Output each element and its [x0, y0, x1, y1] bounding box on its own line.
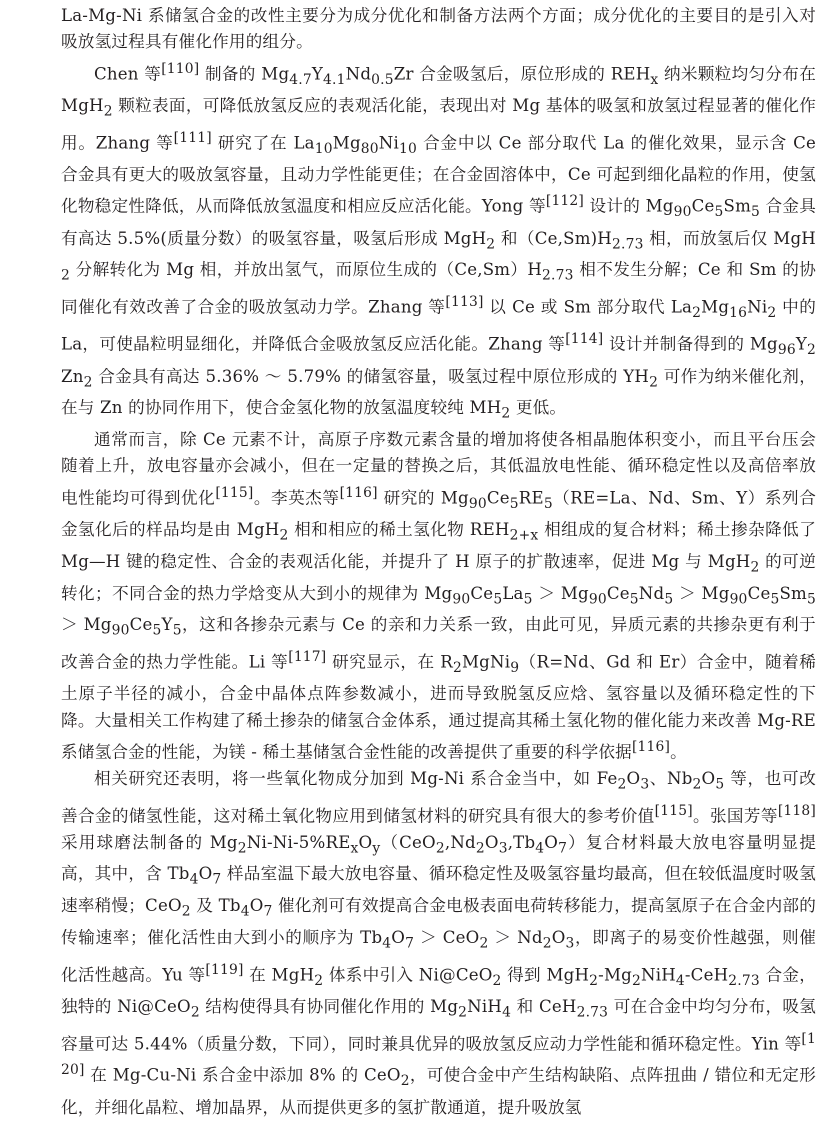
text-run: Y [311, 64, 324, 84]
subscript: 2 [181, 903, 191, 920]
subscript: x [350, 839, 359, 856]
subscript: 96 [777, 342, 796, 359]
subscript: 2.73 [611, 236, 644, 252]
text-run: （RE=La、Nd、Sm、Y）系列合金氢化后的样品均是由 MgH [61, 488, 816, 540]
subscript: 10 [314, 140, 333, 157]
text-run: O [358, 832, 373, 852]
subscript: 2 [542, 935, 552, 952]
text-run: ,Nd [444, 832, 476, 852]
subscript: 2 [492, 972, 502, 989]
text-run: 催化剂可有效提高合金电极表面电荷转移能力，提高氢原子在合金内部的传输速率；催化活性由大到小的顺序为 Tb [61, 896, 817, 947]
text-run: 和（Ce,Sm)H [495, 228, 612, 248]
text-run: 。 [670, 742, 687, 762]
text-run: 相关研究还表明，将一些氧化物成分加到 Mg-Ni 系合金当中，如 Fe [94, 769, 618, 788]
subscript: 0.5 [371, 71, 394, 88]
subscript: 2 [750, 559, 760, 576]
citation-ref: [110] [161, 60, 200, 77]
citation-ref: [115] [215, 484, 254, 501]
text-run: ＞ Mg [532, 583, 589, 603]
subscript: 7 [558, 839, 568, 856]
citation-ref: [112] [545, 193, 585, 210]
subscript: 4 [382, 935, 392, 952]
text-run: ,Tb [507, 832, 536, 852]
subscript: 2.73 [728, 972, 760, 989]
subscript: 3 [640, 776, 650, 793]
subscript: 10 [399, 140, 418, 157]
text-run: MgNi [461, 652, 511, 672]
text-run: O [544, 832, 559, 852]
text-run: ，这和各掺杂元素与 Ce 的亲和力关系一致，由此可见，异质元素的共掺杂更有利于改善合金的热力学性能。Li 等 [61, 615, 816, 672]
citation-ref: [117] [288, 649, 327, 665]
subscript: 90 [452, 590, 471, 607]
citation-ref: [113] [445, 294, 484, 311]
document-body [61, 3, 816, 1121]
subscript: 5 [715, 776, 725, 793]
text-run: 可在合金中均匀分布，吸氢容量可达 5.44%（质量分数，下同），同时兼具优异的吸放氢反应动力学性能和循环稳定性。Yin 等 [61, 996, 816, 1054]
text-run: ＞ Mg [61, 615, 112, 635]
subscript: 5 [629, 590, 639, 607]
text-run: 等，也可改善合金的储氢性能，这对稀土氧化物应用到储氢材料的研究具有很大的参考价值 [61, 769, 816, 826]
subscript: 5 [751, 204, 761, 221]
subscript: 5 [152, 622, 162, 639]
subscript: 4 [502, 1004, 512, 1021]
text-run: Ni-Ni-5%RE [246, 832, 351, 852]
text-run: 体系中引入 Ni@CeO [323, 965, 493, 985]
text-run: （CeO [380, 832, 436, 852]
text-run: 分解转化为 Mg 相，并放出氢气，而原位生成的（Ce,Sm）H [70, 260, 543, 280]
citation-ref: [119] [205, 961, 244, 978]
subscript: 2 [617, 776, 627, 793]
subscript: 2.73 [576, 1004, 609, 1021]
subscript: 2 [479, 935, 489, 952]
citation-ref: [114] [565, 331, 604, 348]
text-run: Ce [470, 583, 494, 603]
text-run: 研究了在 La [211, 133, 315, 153]
text-run: 、Nb [649, 769, 693, 788]
text-run: Chen 等 [94, 64, 162, 84]
text-run: 制备的 Mg [199, 64, 290, 84]
text-run: NiH [467, 996, 503, 1016]
text-run: 的可逆转化；不同合金的热力学焓变从大到小的规律为 Mg [61, 551, 816, 603]
subscript: 2+x [509, 527, 539, 544]
subscript: 5 [807, 590, 816, 607]
citation-ref: [115] [654, 802, 693, 819]
subscript: 2 [475, 839, 485, 856]
text-run: 样品室温下最大放电容量、循环稳定性及吸氢容量均最高，但在较低温度时吸氢速率稍慢；CeO [61, 864, 816, 916]
citation-ref: [111] [173, 129, 212, 146]
text-run: ＞ Nd [488, 927, 543, 947]
subscript: 2 [237, 839, 247, 856]
text-run: ＞ CeO [414, 927, 480, 947]
subscript: 5 [714, 204, 724, 221]
subscript: 5 [543, 495, 553, 512]
subscript: 9 [510, 659, 520, 676]
text-run: Ce [747, 583, 771, 603]
subscript: 2 [279, 527, 289, 544]
text-run: 设计的 Mg [584, 196, 674, 216]
subscript: 4.7 [289, 71, 312, 88]
subscript: 2 [452, 659, 462, 676]
subscript: 2 [486, 236, 496, 252]
text-run: 研究的 Mg [377, 488, 469, 508]
text-run: ＞ Mg [673, 583, 730, 603]
subscript: 5 [172, 622, 182, 639]
text-run: Zn [61, 366, 84, 386]
text-run: Ce [129, 615, 153, 635]
text-run: 在 MgH [243, 965, 315, 985]
subscript: 4.1 [323, 71, 346, 88]
subscript: 2.73 [542, 267, 574, 284]
text-run: 及 Tb [190, 896, 241, 916]
text-run: 合金具有高达 5.5%(质量分数）的吸氢容量，吸氢后形成 MgH [61, 196, 817, 248]
text-run: Ce [691, 196, 715, 216]
text-run: 相不发生分解；Ce 和 Sm 的协同催化有效改善了合金的吸放氢动力学。Zhang 等 [61, 260, 816, 317]
paragraph [61, 3, 816, 56]
subscript: 7 [263, 903, 273, 920]
text-run: ，可使合金中产生结构缺陷、点阵扭曲 / 错位和无定形化，并细化晶粒、增加晶界，从而提供更多的氢扩散通道，提升吸放氢 [61, 1065, 816, 1117]
paragraph [61, 427, 816, 766]
subscript: 7 [212, 871, 222, 888]
text-run: La-Mg-Ni 系储氢合金的改性主要分为成分优化和制备方法两个方面；成分优化的主要目的是引入对吸放氢过程具有催化作用的组分。 [61, 6, 816, 52]
subscript: 2 [190, 1004, 200, 1021]
subscript: 2 [807, 342, 817, 359]
subscript: 2 [400, 1073, 410, 1090]
subscript: 3 [565, 935, 575, 952]
subscript: 5 [493, 590, 503, 607]
text-run: 可作为纳米催化剂，在与 Zn 的协同作用下，使合金氢化物的放氢温度较纯 MH [61, 366, 817, 418]
text-run: Ce [486, 488, 510, 508]
subscript: 90 [111, 622, 130, 639]
text-run: Ni [747, 297, 768, 317]
text-run: NiH [640, 965, 676, 985]
text-run: 通常而言，除 Ce 元素不计，高原子序数元素含量的增加将使各相晶胞体积变小，而且平台压会随着上升，放电容量亦会减小，但在一定量的替换之后，其低温放电性能、循环稳定性以及高倍率放电性能均可得到优化 [61, 430, 816, 508]
subscript: 2 [314, 972, 324, 989]
text-run: 得到 MgH [501, 965, 590, 985]
text-run: -Mg [598, 965, 632, 985]
subscript: 2 [767, 304, 777, 321]
subscript: 4 [675, 972, 685, 989]
text-run: 。李英杰等 [253, 488, 340, 508]
text-run: Nd [345, 64, 372, 84]
text-run: 和 CeH [511, 996, 577, 1016]
text-run: 设计并制备得到的 Mg [603, 334, 778, 354]
text-run: 采用球磨法制备的 Mg [61, 832, 238, 852]
subscript: 5 [523, 590, 533, 607]
text-run: 以 Ce 或 Sm 部分取代 La [483, 297, 693, 317]
subscript: x [650, 71, 659, 88]
text-run: O [198, 864, 213, 884]
text-run: 合金具有高达 5.36% ～ 5.79% 的储氢容量，吸氢过程中原位形成的 YH [92, 366, 650, 386]
subscript: 90 [673, 204, 692, 221]
text-run: 相组成的复合材料；稀土掺杂降低了 Mg—H 键的稳定性、合金的表观活化能，并提升了 H 原子的扩散速率，促进 Mg 与 MgH [61, 520, 816, 571]
subscript: 3 [498, 839, 508, 856]
subscript: 2 [631, 972, 641, 989]
text-run: O [626, 769, 641, 788]
subscript: 4 [240, 903, 250, 920]
text-run: 中的 La，可使晶粒明显细化，并降低合金吸放氢反应活化能。Zhang 等 [61, 297, 817, 354]
subscript: 2 [103, 103, 113, 120]
subscript: 2 [435, 839, 445, 856]
citation-ref: [116] [339, 484, 378, 501]
subscript: 5 [770, 590, 780, 607]
text-run: O [484, 832, 499, 852]
text-run: 研究显示，在 R [326, 652, 453, 672]
text-run: ，即离子的易变价性越强，则催化活性越高。Yu 等 [61, 927, 816, 985]
text-run: Y [161, 615, 173, 635]
text-run: Mg [332, 133, 361, 153]
text-run: Nd [638, 583, 665, 603]
text-run: O [391, 927, 406, 947]
citation-ref: [120] [61, 1030, 816, 1079]
text-run: ）复合材料最大放电容量明显提高，其中，含 Tb [61, 832, 817, 884]
text-run: 结构使得具有协同催化作用的 Mg [199, 996, 459, 1016]
subscript: 2 [589, 972, 599, 989]
text-run: Ni [378, 133, 400, 153]
subscript: 2 [692, 776, 702, 793]
citation-ref: [116] [631, 739, 671, 756]
text-run: 合金中以 Ce 部分取代 La 的催化效果，显示含 Ce 合金具有更大的吸放氢容量，且动力学性能更佳；在合金固溶体中，Ce 可起到细化晶粒的作用，使氢化物稳定性降低，从而降低放氢温度和相应反应活化能。Yong 等 [61, 133, 816, 216]
text-run: Y [795, 334, 808, 354]
text-run: Sm [723, 196, 752, 216]
subscript: 16 [729, 304, 748, 321]
citation-ref: [118] [777, 802, 817, 819]
subscript: 80 [360, 140, 379, 157]
text-run: -CeH [684, 965, 729, 985]
subscript: 2 [692, 304, 702, 321]
subscript: 5 [664, 590, 674, 607]
text-run: Zr 合金吸氢后，原位形成的 REH [393, 64, 651, 84]
subscript: y [372, 839, 381, 856]
text-run: 颗粒表面，可降低放氢反应的表观活化能，表现出对 Mg 基体的吸氢和放氢过程显著的催化作用。Zhang 等 [61, 96, 816, 153]
subscript: 2 [458, 1004, 468, 1021]
text-run: 纳米颗粒均匀分布在 MgH [61, 64, 816, 116]
subscript: 4 [189, 871, 199, 888]
paragraph [61, 766, 816, 1121]
text-run: 在 Mg-Cu-Ni 系合金中添加 8% 的 CeO [84, 1065, 401, 1085]
subscript: 90 [729, 590, 748, 607]
text-run: Ce [606, 583, 630, 603]
paragraph [61, 56, 816, 427]
subscript: 2 [61, 267, 70, 284]
text-run: 相，而放氢后仅 MgH [643, 228, 816, 248]
subscript: 90 [588, 590, 607, 607]
text-run: Sm [779, 583, 807, 603]
text-run: O [551, 927, 566, 947]
text-run: O [701, 769, 716, 788]
subscript: 7 [405, 935, 415, 952]
text-run: 合金，独特的 Ni@CeO [61, 965, 816, 1016]
text-run: Mg [701, 297, 730, 317]
subscript: 2 [649, 373, 659, 390]
text-run: （R=Nd、Gd 和 Er）合金中，随着稀土原子半径的减小，合金中晶体点阵参数减小，进而导致脱氢反应焓、氢容量以及循环稳定性的下降。大量相关工作构建了稀土掺杂的储氢合金体系，通过提高其稀土氢化物的催化能力来改善 Mg-RE 系储氢合金的性能，为镁 - 稀土基储氢合金性能的改善提供了重要的科学依据 [61, 652, 816, 762]
subscript: 2 [501, 405, 511, 422]
text-run: O [249, 896, 264, 916]
text-run: La [502, 583, 524, 603]
text-run: RE [518, 488, 544, 508]
text-run: 更低。 [510, 398, 567, 418]
subscript: 5 [509, 495, 519, 512]
text-run: 相和相应的稀土氢化物 REH [288, 520, 510, 540]
subscript: 2 [83, 373, 93, 390]
subscript: 4 [535, 839, 545, 856]
subscript: 90 [468, 495, 487, 512]
text-run: 。张国芳等 [692, 806, 778, 826]
